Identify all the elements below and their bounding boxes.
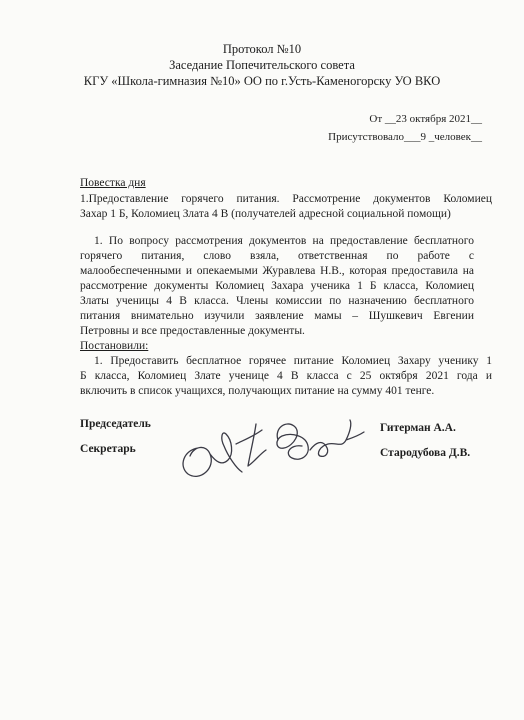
discussion-line: малообеспеченными и опекаемыми Журавлева Н.В., которая предоставила на <box>80 265 474 277</box>
chair-name: Гитерман А.А. <box>380 422 456 434</box>
agenda-item-line: Захар 1 Б, Коломиец Злата 4 В (получателей адресной социальной помощи) <box>80 208 451 220</box>
resolution-line: Б класса, Коломиец Злате ученице 4 В класса с 25 октября 2021 года и <box>80 370 492 382</box>
resolution-heading: Постановили: <box>80 340 149 352</box>
discussion-line: питания внимательно изучили заявление мамы – Шушкевич Евгении <box>80 310 474 322</box>
attendance-line: Присутствовало___9 _человек__ <box>328 131 482 143</box>
agenda-item-line: 1.Предоставление горячего питания. Рассмотрение документов Коломиец <box>80 193 492 205</box>
resolution-line: 1. Предоставить бесплатное горячее питание Коломиец Захару ученику 1 <box>94 355 492 367</box>
agenda-heading: Повестка дня <box>80 177 146 189</box>
handwritten-signature <box>170 410 370 490</box>
date-line: От __23 октября 2021__ <box>369 113 482 125</box>
secretary-name: Стародубова Д.В. <box>380 447 471 459</box>
organization-name: КГУ «Школа-гимназия №10» ОО по г.Усть-Каменогорску УО ВКО <box>83 74 441 88</box>
chair-label: Председатель <box>80 418 151 430</box>
secretary-label: Секретарь <box>80 443 136 455</box>
resolution-line: включить в список учащихся, получающих питание на сумму 401 тенге. <box>80 385 435 397</box>
discussion-line: Петровны и все предоставленные документы. <box>80 325 305 337</box>
meeting-subtitle: Заседание Попечительского совета <box>169 58 355 72</box>
discussion-line: горячего питания, слово взяла, ответственная по работе с <box>80 250 474 262</box>
discussion-line: рассмотрение документы Коломиец Захара ученика 1 Б класса, Коломиец <box>80 280 474 292</box>
discussion-line: 1. По вопросу рассмотрения документов на предоставление бесплатного <box>94 235 474 247</box>
protocol-title: Протокол №10 <box>222 42 302 56</box>
discussion-line: Златы ученицы 4 В класса. Члены комиссии по назначению бесплатного <box>80 295 474 307</box>
